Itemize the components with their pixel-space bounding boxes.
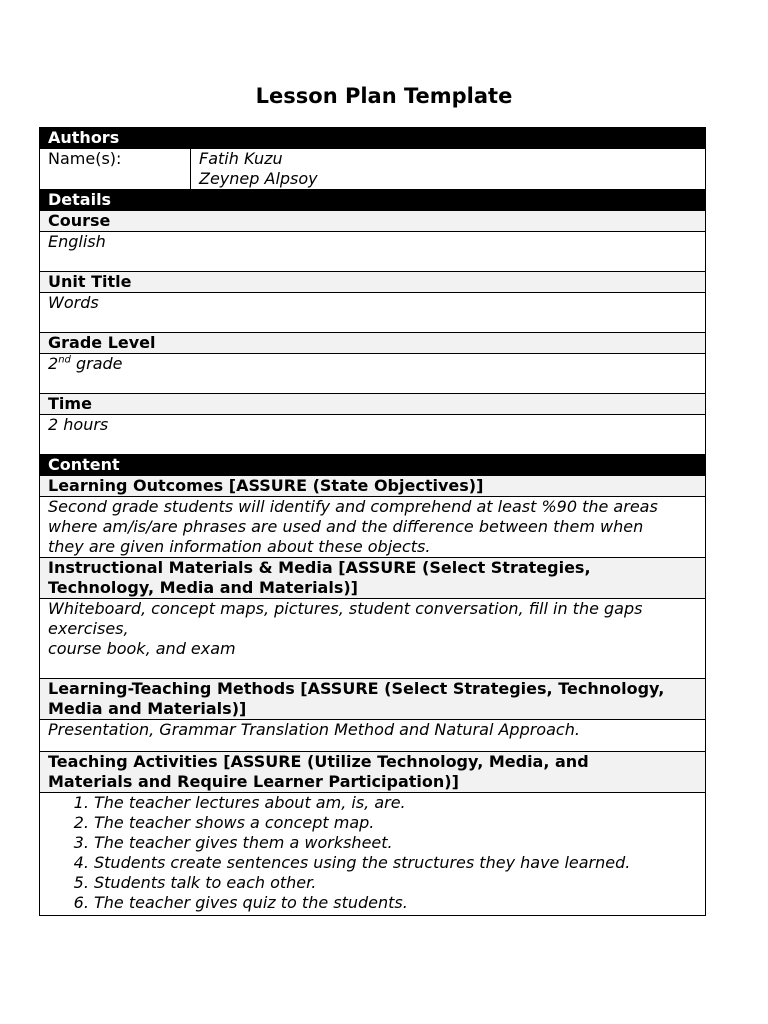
outcomes-value: Second grade students will identify and comprehend at least %90 the areas where am/is/are phrases are used and the difference between them when they are given information about these objects. — [40, 497, 706, 558]
materials-row — [40, 599, 706, 679]
activities-label: Teaching Activities [ASSURE (Utilize Technology, Media, and Materials and Require Learner Participation)] — [40, 752, 706, 793]
activities-cell — [40, 793, 706, 916]
list-item: 6. The teacher gives quiz to the students. — [94, 893, 705, 913]
content-section-label: Content — [40, 455, 706, 476]
unit-title-value: Words — [40, 293, 706, 333]
details-section-header — [40, 190, 706, 211]
materials-label: Instructional Materials & Media [ASSURE (Select Strategies, Technology, Media and Materials)] — [40, 558, 706, 599]
course-header — [40, 211, 706, 232]
materials-line: course book, and exam — [48, 639, 236, 658]
lesson-plan-table — [39, 127, 706, 916]
list-item: 2. The teacher shows a concept map. — [94, 813, 705, 833]
grade-level-row — [40, 354, 706, 394]
materials-line: Whiteboard, concept maps, pictures, student conversation, fill in the gaps exercises, — [48, 599, 643, 638]
details-section-label: Details — [40, 190, 706, 211]
outcomes-header — [40, 476, 706, 497]
grade-level-label: Grade Level — [40, 333, 706, 354]
activities-row — [40, 793, 706, 916]
author-names — [191, 149, 706, 190]
unit-title-label: Unit Title — [40, 272, 706, 293]
course-label: Course — [40, 211, 706, 232]
grade-level-header — [40, 333, 706, 354]
list-item: 1. The teacher lectures about am, is, are. — [94, 793, 705, 813]
list-item: 3. The teacher gives them a worksheet. — [94, 833, 705, 853]
methods-row — [40, 720, 706, 752]
materials-header — [40, 558, 706, 599]
author-name: Zeynep Alpsoy — [199, 169, 318, 188]
authors-row — [40, 149, 706, 190]
grade-level-value — [40, 354, 706, 394]
outcomes-label: Learning Outcomes [ASSURE (State Objectives)] — [40, 476, 706, 497]
materials-value — [40, 599, 706, 679]
course-value: English — [40, 232, 706, 272]
activities-header — [40, 752, 706, 793]
grade-number: 2 — [48, 354, 59, 373]
authors-section-header — [40, 128, 706, 149]
authors-section-label: Authors — [40, 128, 706, 149]
unit-title-header — [40, 272, 706, 293]
names-label: Name(s): — [40, 149, 191, 190]
grade-word: grade — [70, 354, 123, 373]
methods-header — [40, 679, 706, 720]
course-row — [40, 232, 706, 272]
unit-title-row — [40, 293, 706, 333]
outcomes-row — [40, 497, 706, 558]
page-title: Lesson Plan Template — [255, 84, 513, 108]
time-value: 2 hours — [40, 415, 706, 455]
list-item: 5. Students talk to each other. — [94, 873, 705, 893]
methods-value: Presentation, Grammar Translation Method and Natural Approach. — [40, 720, 706, 752]
methods-label: Learning-Teaching Methods [ASSURE (Select Strategies, Technology, Media and Materials)] — [40, 679, 706, 720]
grade-suffix: nd — [58, 354, 71, 366]
list-item: 4. Students create sentences using the structures they have learned. — [94, 853, 705, 873]
author-name: Fatih Kuzu — [199, 149, 283, 168]
time-header — [40, 394, 706, 415]
content-section-header — [40, 455, 706, 476]
time-row — [40, 415, 706, 455]
time-label: Time — [40, 394, 706, 415]
activities-list — [48, 793, 705, 913]
